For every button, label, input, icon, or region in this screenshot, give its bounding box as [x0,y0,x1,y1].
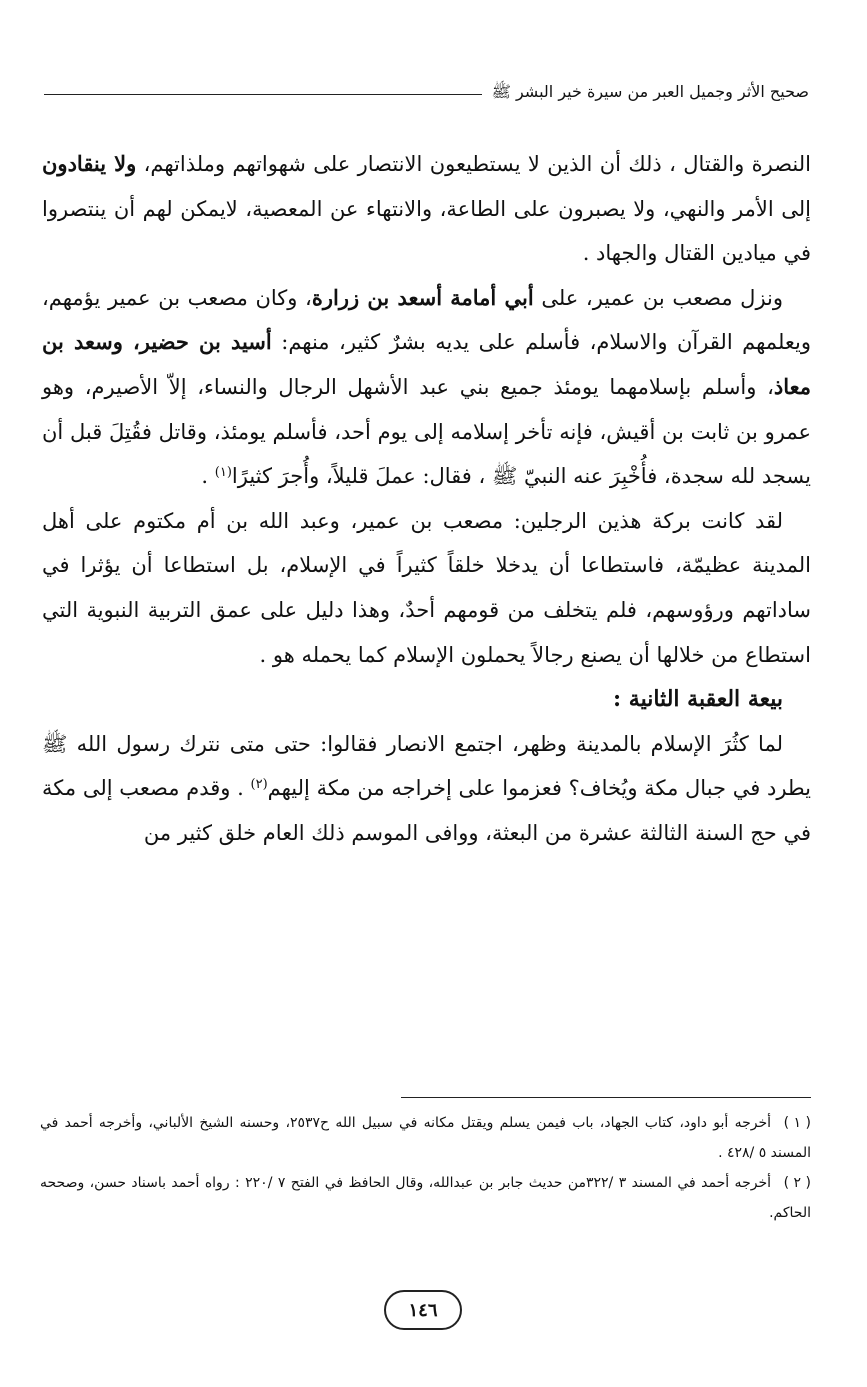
paragraph-2-bold-a: أبي أمامة أسعد بن زرارة [311,284,534,310]
running-header [44,80,809,106]
footnote-2 [40,1168,811,1228]
footnote-2-number: ( ٢ ) [783,1175,811,1191]
paragraph-4-text-b: . وقدم مصعب إلى مكة في حج السنة الثالثة عشرة من البعثة، ووافى الموسم ذلك العام خلق كثير من [42,776,811,845]
footnote-2-text: أخرجه أحمد في المسند ٣ /٣٢٢من حديث جابر بن عبدالله، وقال الحافظ في الفتح ٧ /٢٢٠ : رواه أحمد باسناد حسن، وصححه الحاكم. [40,1175,811,1221]
paragraph-2-text-end: . [201,464,215,489]
footnote-1-text: أخرجه أبو داود، كتاب الجهاد، باب فيمن يسلم ويقتل مكانه في سبيل الله ح٢٥٣٧، وحسنه الشيخ الألباني، وأخرجه أحمد في المسند ٥ /٤٢٨ . [40,1115,811,1161]
paragraph-2-text-b: ، وكان مصعب بن عمير يؤمهم، ويعلمهم القرآن والاسلام، فأسلم على يديه بشرٌ كثير، منهم: [42,285,812,355]
paragraph-4-text-a: لما كثُرَ الإسلام بالمدينة وظهر، اجتمع الانصار فقالوا: حتى متى نترك رسول الله ﷺ يطرد في جبال مكة ويُخاف؟ فعزموا على إخراجه من مكة إليهم [42,731,811,801]
body-text [42,142,811,856]
page-number: ١٤٦ [384,1290,462,1330]
footnote-rule [401,1097,811,1098]
paragraph-3: لقد كانت بركة هذين الرجلين: مصعب بن عمير، وعبد الله بن أم مكتوم على أهل المدينة عظيمّة، فاستطاعا أن يدخلا خلقاً كثيراً في الإسلام، بل استطاعا أن يؤثرا في ساداتهم ورؤوسهم، فلم يتخلف من قومهم أحدٌ، وهذا دليل على عمق التربية النبوية التي استطاع من خلالها أن يصنع رجالاً يحملون الإسلام كما يحمله هو . [42,508,811,667]
footnote-ref-1[interactable]: (١) [214,465,232,481]
paragraph-1-bold: ولا ينقادون [42,151,137,176]
footnote-1 [40,1108,811,1168]
paragraph-1-text-a: النصرة والقتال ، ذلك أن الذين لا يستطيعون الانتصار على شهواتهم وملذاتهم، [136,152,811,176]
paragraph-1 [42,142,811,276]
footnote-1-number: ( ١ ) [783,1115,811,1131]
footnote-ref-2[interactable]: (٢) [250,777,268,793]
header-rule [44,94,482,95]
paragraph-4 [42,722,811,856]
paragraph-2 [42,276,811,499]
running-title: صحيح الأثر وجميل العبر من سيرة خير البشر ﷺ [491,81,809,101]
paragraph-2-text-c: ، وأسلم بإسلامهما يومئذ جميع بني عبد الأشهل الرجال والنساء، إلاّ الأصيرم، وهو عمرو بن ثابت بن أقيش، فإنه تأخر إسلامه إلى يوم أحد، فأسلم يومئذ، وقاتل فقُتِلَ قبل أن يسجد لله سجدة، فأُخْبِرَ عنه النبيّ ﷺ ، فقال: عملَ قليلاً، وأُجرَ كثيرًا [42,374,811,489]
paragraph-1-text-b: إلى الأمر والنهي، ولا يصبرون على الطاعة، والانتهاء عن المعصية، لايمكن لهم أن ينتصروا في ميادين القتال والجهاد . [42,196,811,266]
paragraph-2-bold-b: أسيد بن حضير، وسعد بن معاذ [42,329,811,399]
paragraph-2-text-a: ونزل مصعب بن عمير، على [533,285,784,310]
section-heading: بيعة العقبة الثانية : [613,686,783,713]
footnotes [40,1108,811,1228]
